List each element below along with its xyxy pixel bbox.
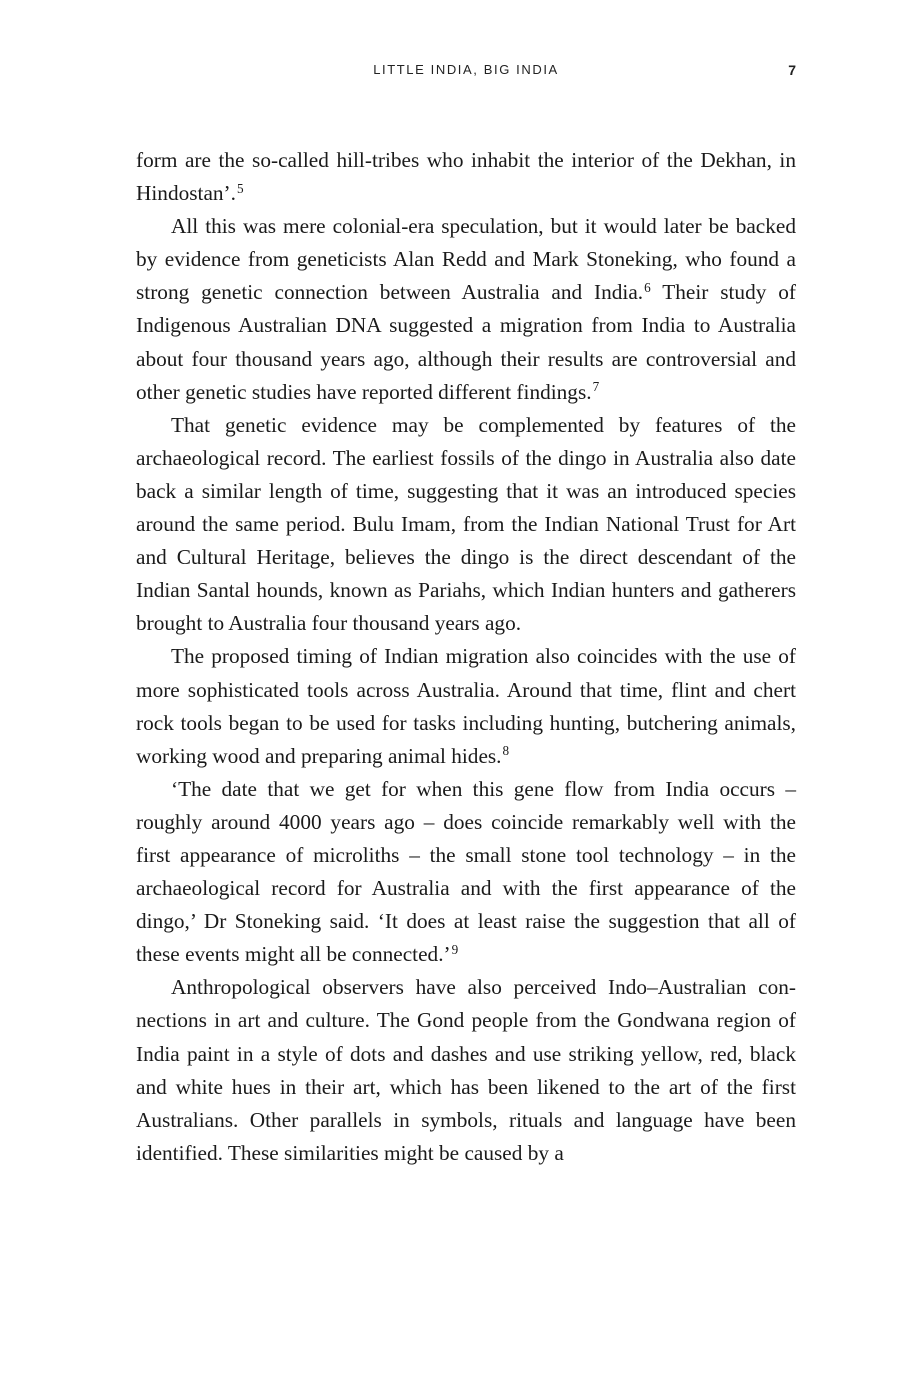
footnote-ref-7[interactable]: 7 [592,379,600,395]
paragraph-6-text: Anthropological observers have also perceived Indo–Australian connections in art and culture. The Gond people from the Gondwana region of India paint in a style of dots and dashes and use striking yellow, red, black and white hues in their art, which has been likened to the art of the first Australians. Other parallels in symbols, rituals and language have been identified. These similarities might be caused by a [136,975,796,1165]
paragraph-3 [136,409,796,641]
paragraph-5-text: ‘The date that we get for when this gene flow from India occurs – roughly around 4000 years ago – does coincide remarkably well with the first appearance of microliths – the small stone tool technology – in the archaeological record for Australia and with the first appearance of the dingo,’ Dr Stoneking said. ‘It does at least raise the suggestion that all of these events might all be connected.’ [136,776,796,967]
paragraph-4-text: The proposed timing of Indian migration also coincides with the use of more sophisticated tools across Australia. Around that time, flint and chert rock tools began to be used for tasks including hunting, butchering animals, working wood and preparing animal hides. [136,644,796,768]
running-head [136,62,796,84]
running-title: LITTLE INDIA, BIG INDIA [373,62,559,77]
paragraph-3-text: That genetic evidence may be complemented by features of the archaeological record. The earliest fossils of the dingo in Australia also date back a similar length of time, suggesting that it was an introduced species around the same period. Bulu Imam, from the Indian National Trust for Art and Cultural Heritage, believes the dingo is the direct descendant of the Indian Santal hounds, known as Pariahs, which Indian hunters and gatherers brought to Australia four thousand years ago. [136,412,796,636]
paragraph-5 [136,773,796,972]
footnote-ref-6[interactable]: 6 [644,280,651,296]
paragraph-4 [136,640,796,772]
paragraph-2 [136,210,796,409]
footnote-ref-8[interactable]: 8 [502,743,510,759]
footnote-ref-5[interactable]: 5 [236,180,244,196]
paragraph-1 [136,144,796,210]
paragraph-2-text: All this was mere colonial-era speculation, but it would later be backed by evidence from geneticists Alan Redd and Mark Stoneking, who found a strong genetic connection between Australia and India. [136,214,796,305]
paragraph-1-text: form are the so-called hill-tribes who inhabit the interior of the Dekhan, in Hindostan’. [136,148,796,206]
body-text [136,144,796,1170]
page-number: 7 [788,62,796,78]
footnote-ref-9[interactable]: 9 [451,942,459,957]
paragraph-2-text-continued: Their study of Indigenous Australian DNA suggested a migration from India to Australia about four thousand years ago, although their results are controversial and other genetic studies have reported different findings. [136,280,796,404]
paragraph-6 [136,971,796,1170]
